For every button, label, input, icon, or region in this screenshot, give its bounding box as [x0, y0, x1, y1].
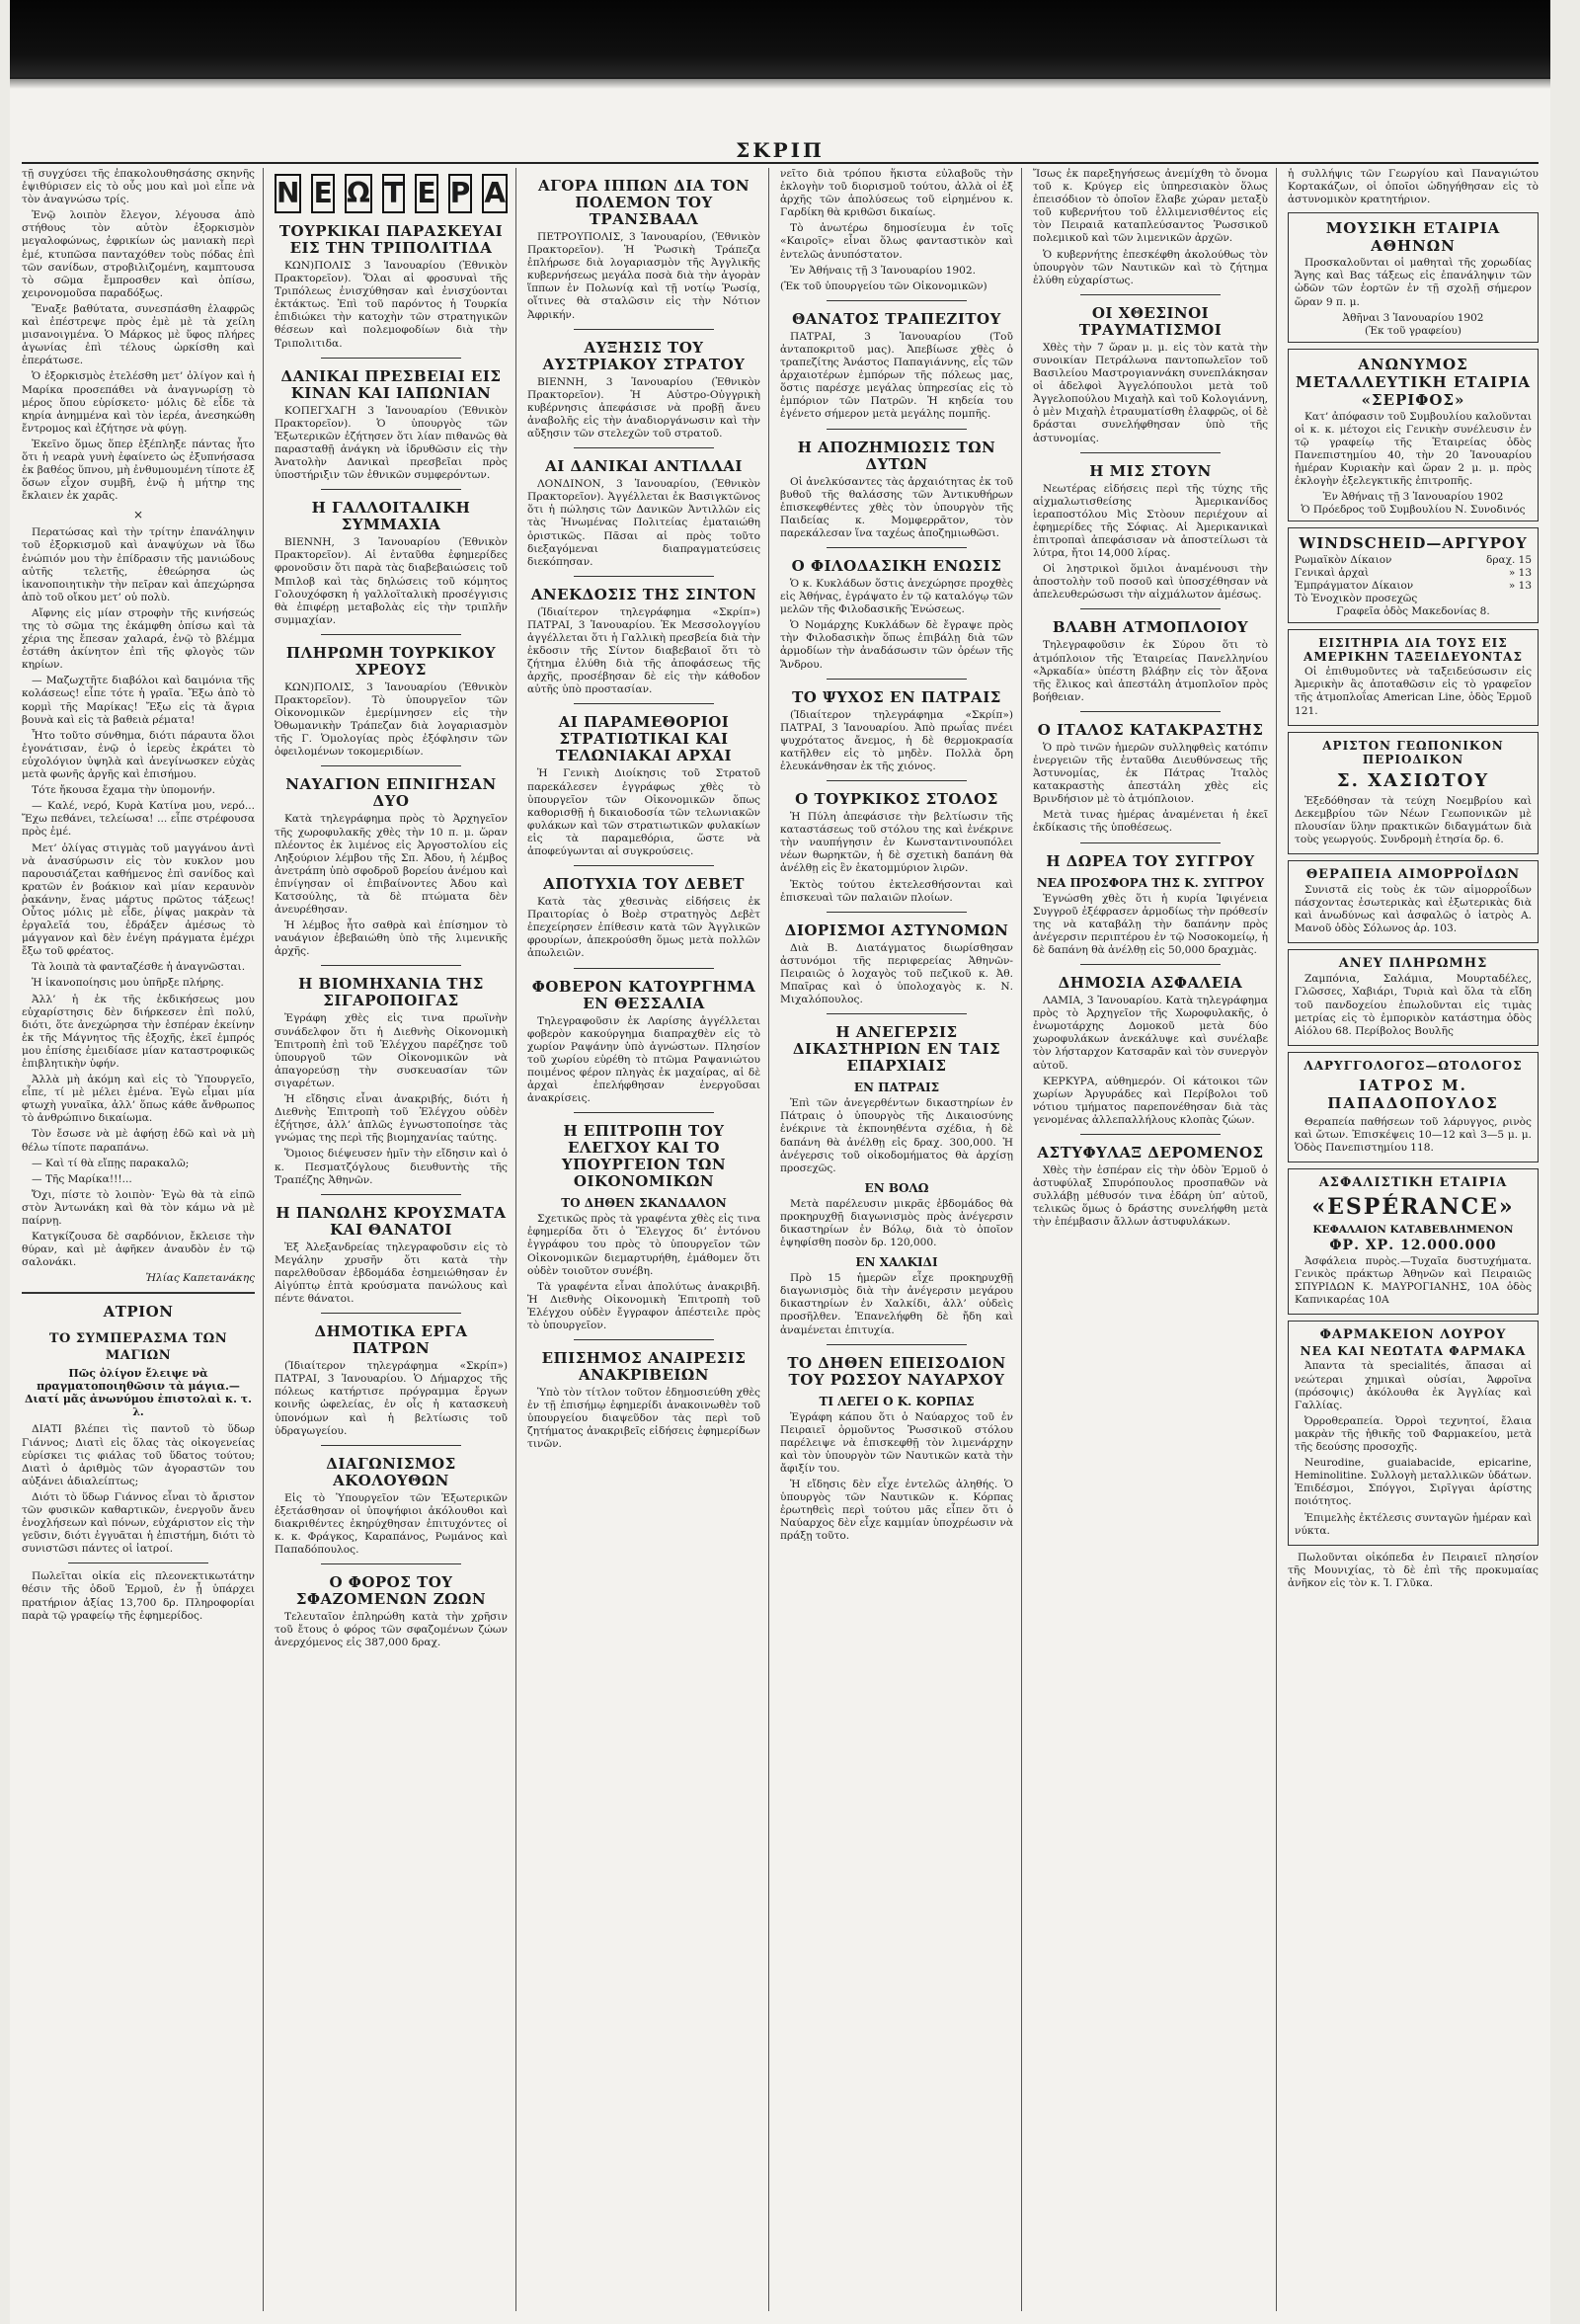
article-paragraph: ΠΑΤΡΑΙ, 3 Ἰανουαρίου (Τοῦ ἀνταποκριτοῦ μας). Ἀπεβίωσε χθὲς ὁ τραπεζίτης Ἀνάστος Παπαγιάννης, εἷς τῶν ἀρχαιοτέρων ἐμπόρων τῆς πόλεως μας, ὅστις παρέσχε μεγάλας ὑπηρεσίας εἰς τὸ ἐμπόριον τῶν Πατρῶν. Ἡ κηδεία του ἐγένετο σήμερον μετὰ μεγάλης πομπῆς.	[780, 330, 1013, 421]
ad-text: Κατ’ ἀπόφασιν τοῦ Συμβουλίου καλοῦνται οἱ κ. κ. μέτοχοι εἰς Γενικὴν συνέλευσιν ἐν τῷ γραφείῳ τῆς Ἑταιρείας ὁδὸς Πανεπιστημίου 40, τὴν 20 Ἰανουαρίου ἡμέραν Κυριακὴν καὶ ὥραν 2 μ. μ. πρὸς ἐκλογὴν ἐξελεγκτικῆς ἐπιτροπῆς.	[1295, 410, 1532, 488]
article-subheading: ΕΝ ΧΑΛΚΙΔΙ	[855, 1255, 938, 1270]
ad-title: ΑΡΙΣΤΟΝ ΓΕΩΠΟΝΙΚΟΝ ΠΕΡΙΟΔΙΚΟΝ	[1322, 738, 1504, 766]
ad-text: Οἱ ἐπιθυμοῦντες νὰ ταξειδεύσωσιν εἰς Ἀμερικὴν ἂς ἀποταθῶσιν εἰς τὸ γραφεῖον τῆς ἀτμοπλοΐας American Line, ὁδὸς Ἑρμοῦ 121.	[1295, 666, 1532, 717]
divider	[574, 865, 714, 866]
ad-text: Ἐπιμελὴς ἐκτέλεσις συνταγῶν ἡμέραν καὶ νύκτα.	[1295, 1511, 1532, 1537]
divider	[1080, 842, 1222, 843]
article-title: Η ΠΑΝΩΛΗΣ ΚΡΟΥΣΜΑΤΑ ΚΑΙ ΘΑΝΑΤΟΙ	[276, 1203, 507, 1239]
article-paragraph: Ἐγράφη χθὲς εἰς τινα πρωϊνὴν συνάδελφον ὅτι ἡ Διεθνὴς Οἰκονομικὴ Ἐπιτροπὴ ἐπὶ τοῦ Ἐλέγχου παρέζησε τοῦ ὑπουργοῦ τῶν Οἰκονομικῶν νὰ ἀπαγορεύσῃ τὴν συσκευασίαν τῶν σιγαρέτων.	[275, 1012, 508, 1089]
article-paragraph: Διὰ Β. Διατάγματος διωρίσθησαν ἀστυνόμοι τῆς περιφερείας Ἀθηνῶν-Πειραιῶς ὁ λοχαγὸς τοῦ πεζικοῦ κ. Ἀθ. Μπαῖρας καὶ ὁ ὑπολοχαγὸς κ. Ν. Μιχαλόπουλος.	[780, 941, 1013, 1006]
banner-letter: Ρ	[448, 174, 473, 213]
article-paragraph: Ἡ Γενικὴ Διοίκησις τοῦ Στρατοῦ παρεκάλεσεν ἐγγράφως χθὲς τὸ ὑπουργεῖον τῶν Οἰκονομικῶν ὅπως καθορισθῇ ἡ δικαιοδοσία τῶν τελωνιακῶν φυλάκων καὶ τῶν στρατιωτικῶν φυλακίων εἰς τὰ παραμεθόρια, ὥστε νὰ ἀποφεύγωνται αἱ συγκρούσεις.	[527, 767, 760, 857]
classified-ad: Πωλοῦνται οἰκόπεδα ἐν Πειραιεῖ πλησίον τῆς Μουνιχίας, τὸ δὲ ἐπὶ τῆς προκυμαίας ἀνῆκον εἰς τὸν κ. Ἰ. Γλῦκα.	[1288, 1551, 1539, 1589]
ad-ent-doctor	[1288, 1052, 1539, 1162]
ad-serifos-company	[1288, 349, 1539, 522]
divider	[321, 489, 461, 490]
ad-title: ΑΝΩΝΥΜΟΣ ΜΕΤΑΛΛΕΥΤΙΚΗ ΕΤΑΙΡΙΑ «ΣΕΡΙΦΟΣ»	[1295, 355, 1532, 409]
article-paragraph: — Καὶ τί θὰ εἴπῃς παρακαλῶ;	[32, 1157, 190, 1169]
column-rule	[263, 168, 264, 2311]
divider	[574, 329, 714, 330]
article-paragraph: Μετὰ παρέλευσιν μικρᾶς ἑβδομάδος θὰ προκηρυχθῇ διαγωνισμὸς πρὸς ἀνέγερσιν δικαστηρίων ἐν Βόλῳ, διὰ τὸ ὁποῖον ἐψηφίσθη ποσὸν δρ. 120,000.	[780, 1197, 1013, 1249]
article-title: ΔΗΜΟΣΙΑ ΑΣΦΑΛΕΙΑ	[1058, 974, 1243, 993]
ad-name: ΙΑΤΡΟΣ Μ. ΠΑΠΑΔΟΠΟΥΛΟΣ	[1327, 1076, 1499, 1112]
article-title: ΑΝΕΚΔΟΣΙΣ ΤΗΣ ΣΙΝΤΟΝ	[530, 585, 757, 603]
article-paragraph: Ἐγνώσθη χθὲς ὅτι ἡ κυρία Ἰφιγένεια Συγγροῦ ἐξέφρασεν ἀρμοδίως τὴν πρόθεσίν της νὰ καταβάλῃ τὴν δαπάνην πρὸς ἀνέγερσιν περιπτέρου ἐν τῷ Νοσοκομείῳ, ἡ δὲ δαπάνη θὰ ἀνέλθῃ εἰς 50,000 δραχμὰς.	[1033, 892, 1268, 956]
ad-text: Ζαμπόνια, Σαλάμια, Μουρταδέλες, Γλῶσσες, Χαβιάρι, Τυριὰ καὶ ὅλα τὰ εἴδη τοῦ πανδοχείου ἐπωλοῦνται εἰς τιμὰς μετρίας εἰς τὸ ἐμπορικὸν κατάστημα ὁδὸς Αἰόλου 68. Περίβολος Βουλῆς	[1295, 973, 1532, 1037]
price-value: δραχ. 15	[1486, 554, 1532, 567]
article-title: ΤΟΥΡΚΙΚΑΙ ΠΑΡΑΣΚΕΥΑΙ ΕΙΣ ΤΗΝ ΤΡΙΠΟΛΙΤΙΔΑ	[278, 222, 504, 257]
divider	[1080, 608, 1222, 609]
divider	[827, 912, 967, 913]
banner-letter: Ν	[275, 174, 301, 213]
article-paragraph: τῇ συγχύσει τῆς ἐπακολουθησάσης σκηνῆς ἐψιθύρισεν εἰς τὸ οὖς μου καὶ μοὶ εἶπε νὰ τὸν ἀναγνώσω τρίς.	[22, 168, 255, 206]
article-paragraph: Ἀλλ’ ἡ ἐκ τῆς ἐκδικήσεως μου εὐχαρίστησις δὲν διήρκεσεν ἐπὶ πολύ, διότι, ὅτε ἀνεχώρησα τὴν ἑσπέραν ἐκείνην ἐκ τῆς Μάγνητος τῆς ἐξοχῆς, ἐκεῖ ἐμπρός μου ἐπίσης ἐμειδίασε μίαν καταστροφικῶς ἐπιβλητικὴν ὑφήν.	[22, 993, 255, 1070]
article-paragraph: Νεωτέρας εἰδήσεις περὶ τῆς τύχης τῆς αἰχμαλωτισθείσης Ἀμερικανίδος ἱεραποστόλου Μὶς Στὸουν περιέχουν αἱ ἐφημερίδες τῆς Σόφιας. Αἱ Ἀμερικανικαὶ ἐπιτροπαὶ ἀπεφάσισαν νὰ ἀποστείλωσι τὰ λύτρα, ἤτοι 14,000 λίρας.	[1033, 482, 1268, 560]
article-paragraph: (Ἰδιαίτερον τηλεγράφημα «Σκρίπ») ΠΑΤΡΑΙ, 3 Ἰανουαρίου. Ὁ Δήμαρχος τῆς πόλεως κατήρτισε πρόγραμμα ἔργων κοινῆς ὠφελείας, ἐν οἷς ἡ κατασκευὴ ὑπονόμων καὶ ἡ βελτίωσις τοῦ ὑδραγωγείου.	[275, 1360, 508, 1437]
column-2	[269, 168, 514, 2316]
article-dateline: Ἐν Ἀθήναις τῇ 3 Ἰανουαρίου 1902.	[790, 264, 976, 277]
article-title: Ο ΦΙΛΟΔΑΣΙΚΗ ΕΝΩΣΙΣ	[791, 556, 1002, 575]
ad-subtitle: ΚΕΦΑΛΑΙΟΝ ΚΑΤΑΒΕΒΛΗΜΕΝΟΝ	[1312, 1224, 1514, 1237]
divider	[1080, 711, 1222, 712]
ad-text: Θεραπεία παθήσεων τοῦ λάρυγγος, ρινὸς καὶ ὤτων. Ἐπισκέψεις 10—12 καὶ 3—5 μ. μ. Ὁδὸς Πανεπιστημίου 118.	[1295, 1115, 1532, 1154]
price-row	[1295, 567, 1532, 579]
article-paragraph: Οἱ ληστρικοὶ ὅμιλοι ἀναμένουσι τὴν ἀποστολὴν τοῦ ποσοῦ καὶ ὑποσχέθησαν νὰ ἀπελευθερώσωσι τὴν αἰχμάλωτον ἀμέσως.	[1033, 563, 1268, 601]
article-paragraph: Ἡ εἴδησις εἶναι ἀνακριβής, διότι ἡ Διεθνὴς Ἐπιτροπὴ τοῦ Ἐλέγχου οὐδὲν ἐζήτησε, ἀλλ’ ἀπλῶς ἐγνωστοποίησε τὰς γνώμας της περὶ τῆς βιομηχανίας ταύτης.	[275, 1093, 508, 1145]
divider	[574, 968, 714, 969]
price-label: Τὸ Ἐνοχικὸν προσεχῶς	[1295, 593, 1418, 605]
article-paragraph: Ἡ ἱκανοποίησις μου ὑπῆρξε πλήρης.	[32, 977, 224, 990]
section-heading: ΑΤΡΙΟΝ	[103, 1303, 174, 1322]
ad-free-of-charge	[1288, 949, 1539, 1045]
article-title: ΑΙ ΔΑΝΙΚΑΙ ΑΝΤΙΛΛΑΙ	[545, 457, 743, 476]
column-rule	[1021, 168, 1022, 2311]
article-paragraph: (Ἰδιαίτερον τηλεγράφημα «Σκρίπ») ΠΑΤΡΑΙ, 3 Ἰανουαρίου. Ἐκ Μεσσολογγίου ἀγγέλλεται ὅτι ἡ Γαλλικὴ πρεσβεία διὰ τὴν ἐκδοσιν τῆς Σίντον διαβεβαιοῖ ὅτι τὸ ζήτημα ἐλύθη διὰ τῆς ἀποφάσεως τῆς ἀρχῆς, προσέβησαν δὲ εἰς τὴν κάθοδον αὐτῆς ὑπὸ προστασίαν.	[527, 605, 760, 696]
price-row	[1295, 554, 1532, 566]
article-paragraph: Ὁ κ. Κυκλάδων ὅστις ἀνεχώρησε προχθὲς εἰς Ἀθήνας, ἐγράψατο ἐν τῷ καταλόγῳ τῶν μελῶν τῆς Φιλοδασικῆς Ἑνώσεως.	[780, 577, 1013, 616]
divider	[574, 576, 714, 577]
article-title: ΦΟΒΕΡΟΝ ΚΑΤΟΥΡΓΗΜΑ ΕΝ ΘΕΣΣΑΛΙΑ	[531, 977, 756, 1012]
article-title: ΤΟ ΣΥΜΠΕΡΑΣΜΑ ΤΩΝ ΜΑΓΙΩΝ	[48, 1331, 228, 1364]
article-title: ΟΙ ΧΘΕΣΙΝΟΙ ΤΡΑΥΜΑΤΙΣΜΟΙ	[1078, 303, 1223, 339]
divider	[827, 679, 967, 680]
article-paragraph: Μετ’ ὀλίγας στιγμὰς τοῦ μαγγάνου ἀντὶ νὰ ἀνασύρωσιν εἰς τὸν κυκλον μου παρουσιάζεται καθήμενος ἐπὶ σανίδος καὶ κρατῶν ἐν βοάκιον καὶ μίαν κεραυνὸν ῥακάνην, ἔνας μάρτυς πρῶτος τάξεως! Οὗτος μόλις μὲ εἶδε, ῥίψας μακρὰν τὰ ἐργαλεῖά του, ἐδράξεν ἀμέσως τὸ μάγγανον καὶ δὲν ἐνέγη πράγματα ἐμέχρι ἔξω τοῦ φρέατος.	[22, 841, 255, 958]
article-title: ΔΗΜΟΤΙΚΑ ΕΡΓΑ ΠΑΤΡΩΝ	[314, 1322, 468, 1358]
masthead-rule	[22, 162, 1539, 164]
column-rule	[515, 168, 516, 2311]
price-value: » 13	[1508, 567, 1532, 580]
column-rule	[768, 168, 769, 2311]
ad-title: ΑΝΕΥ ΠΛΗΡΩΜΗΣ	[1338, 956, 1488, 972]
classified-ad: Πωλεῖται οἰκία εἰς πλεονεκτικωτάτην θέσιν τῆς ὁδοῦ Ἑρμοῦ, ἐν ᾗ ὑπάρχει πρατήριον ἀξίας 13,700 δρ. Πληροφορίαι παρὰ τῷ γραφείῳ τῆς ἐφημερίδος.	[22, 1570, 255, 1622]
price-label: Γενικαὶ ἀρχαὶ	[1295, 567, 1370, 580]
ad-pharmacy	[1288, 1321, 1539, 1545]
divider	[574, 1112, 714, 1113]
divider	[827, 547, 967, 548]
ad-hemorrhoid-therapy	[1288, 860, 1539, 943]
article-paragraph: Ὅμοιος διέψευσεν ἡμῖν τὴν εἴδησιν καὶ ὁ κ. Πεσματζόγλους διευθυντὴς τῆς Τραπέζης Ἀθηνῶν.	[275, 1148, 508, 1186]
article-title: ΑΣΤΥΦΥΛΑΞ ΔΕΡΟΜΕΝΟΣ	[1037, 1143, 1264, 1162]
column-rule	[1276, 168, 1277, 2311]
article-paragraph: ΚΟΠΕΓΧΑΓΗ 3 Ἰανουαρίου (Ἐθνικὸν Πρακτορεῖον). Ὁ ὑπουργὸς τῶν Ἐξωτερικῶν ἐζήτησεν ὅτι λίαν πιθανῶς θὰ παρασταθῇ ἀνάγκη νὰ ἱδρυθῶσιν εἰς τὴν Ἀνατολὴν Δανικαὶ πρεσβεῖαι πρὸς ὑποστήριξιν τῶν ἐθνικῶν συμφερόντων.	[275, 404, 508, 482]
article-title: ΘΑΝΑΤΟΣ ΤΡΑΠΕΖΙΤΟΥ	[792, 309, 1001, 328]
article-paragraph: Τὸν ἔσωσε νὰ μὲ ἀφήσῃ ἐδῶ καὶ νὰ μὴ θέλω τίποτε παραπάνω.	[22, 1128, 255, 1154]
article-paragraph: Ἐγράφη κάπου ὅτι ὁ Ναύαρχος τοῦ ἐν Πειραιεῖ ὁρμοῦντος Ῥωσσικοῦ στόλου παρέλειψε νὰ ἐπισκεφθῇ τὸν λιμενάρχην καὶ τὸν ὑπουργὸν τῶν Ναυτικῶν κατὰ τὴν ἄφιξίν του.	[780, 1410, 1013, 1475]
article-paragraph: Χθὲς τὴν ἑσπέραν εἰς τὴν ὁδὸν Ἑρμοῦ ὁ ἀστυφύλαξ Σπυρόπουλος προσπαθῶν νὰ συλλάβῃ μέθυσόν τινα ἐδάρη ὑπ’ αὐτοῦ, τελικῶς ὅμως ὁ δράστης συνελήφθη μετὰ τὴν ἐπέμβασιν ἄλλων ἀστυφυλάκων.	[1033, 1163, 1268, 1229]
article-title: Ο ΤΟΥΡΚΙΚΟΣ ΣΤΟΛΟΣ	[795, 790, 998, 809]
price-label: Ρωμαϊκὸν Δίκαιον	[1295, 554, 1392, 567]
ad-windscheid-books	[1288, 527, 1539, 623]
article-paragraph: Ἐξ Ἀλεξανδρείας τηλεγραφοῦσιν εἰς τὸ Μεγάλην χρυσῆν ὅτι κατὰ τὴν παρελθοῦσαν ἑβδομάδα ἐσημειώθησαν ἐν Αἰγύπτῳ ἑπτὰ κρούσματα πανώλους καὶ πέντε θάνατοι.	[275, 1241, 508, 1306]
article-title: ΑΙ ΠΑΡΑΜΕΘΟΡΙΟΙ ΣΤΡΑΤΙΩΤΙΚΑΙ ΚΑΙ ΤΕΛΩΝΙΑΚΑΙ ΑΡΧΑΙ	[555, 713, 733, 765]
article-title: ΠΛΗΡΩΜΗ ΤΟΥΡΚΙΚΟΥ ΧΡΕΟΥΣ	[285, 643, 497, 679]
article-paragraph: ΒΙΕΝΝΗ, 3 Ἰανουαρίου (Ἐθνικὸν Πρακτορεῖον). Αἱ ἐνταῦθα ἐφημερίδες φρονοῦσιν ὅτι παρὰ τὰς διαβεβαιώσεις τοῦ Μπιλοβ καὶ τὰς δηλώσεις τοῦ κόμητος Γολουχόφσκη ἡ γαλλοϊταλικὴ προσέγγισις θὰ ἐπιφέρῃ μεταβολὰς εἰς τὴν τριπλῆν συμμαχίαν.	[275, 536, 508, 626]
section-mark: ×	[132, 508, 144, 522]
article-title: ΔΑΝΙΚΑΙ ΠΡΕΣΒΕΙΑΙ ΕΙΣ ΚΙΝΑΝ ΚΑΙ ΙΑΠΩΝΙΑΝ	[280, 366, 502, 402]
article-subheading: ΝΕΑ ΠΡΟΣΦΟΡΑ ΤΗΣ Κ. ΣΥΓΓΡΟΥ	[1036, 875, 1265, 890]
divider	[321, 1445, 461, 1446]
divider	[1080, 452, 1222, 453]
article-paragraph: Τὰ λοιπὰ τὰ φανταζέσθε ἡ ἀναγνῶσται.	[32, 961, 246, 974]
column-6-ads	[1282, 168, 1544, 2316]
divider	[827, 1013, 967, 1014]
divider	[1080, 964, 1222, 965]
article-title: ΑΥΞΗΣΙΣ ΤΟΥ ΑΥΣΤΡΙΑΚΟΥ ΣΤΡΑΤΟΥ	[542, 338, 746, 373]
divider	[321, 1313, 461, 1314]
article-subheading: ΕΝ ΒΟΛΩ	[864, 1180, 929, 1195]
divider	[321, 1563, 461, 1564]
divider	[1080, 294, 1222, 295]
price-row	[1295, 593, 1532, 604]
ad-sign: (Ἐκ τοῦ γραφείου)	[1364, 324, 1462, 337]
article-title: ΑΠΟΤΥΧΙΑ ΤΟΥ ΔΕΒΕΤ	[543, 875, 745, 894]
newspaper-page	[10, 0, 1550, 2324]
masthead-title: ΣΚΡΙΠ	[736, 138, 825, 162]
article-title: Ο ΙΤΑΛΟΣ ΚΑΤΑΚΡΑΣΤΗΣ	[1037, 720, 1264, 739]
article-title: ΔΙΑΓΩΝΙΣΜΟΣ ΑΚΟΛΟΥΘΩΝ	[326, 1454, 456, 1489]
article-paragraph: ΛΑΜΙΑ, 3 Ἰανουαρίου. Κατὰ τηλεγράφημα πρὸς τὸ Ἀρχηγεῖον τῆς Χωροφυλακῆς, ὁ ἐνωμοτάρχης Δομοκοῦ μετὰ δύο χωροφυλάκων ἀνεκάλυψε καὶ συνέλαβε τὸν λήσταρχον Κατσαρᾶν καὶ τὸν συνεργὸν αὐτοῦ.	[1033, 995, 1268, 1072]
article-paragraph: ΒΙΕΝΝΗ, 3 Ἰανουαρίου (Ἐθνικὸν Πρακτορεῖον). Ἡ Αὐστρο-Οὐγγρικὴ κυβέρνησις ἀπεφάσισε νὰ προβῇ ἄνευ ἀναβολῆς εἰς τὴν ἀναδιοργάνωσιν καὶ τὴν αὔξησιν τῶν στελεχῶν τοῦ στρατοῦ.	[527, 375, 760, 441]
ad-title: ΛΑΡΥΓΓΟΛΟΓΟΣ—ΩΤΟΛΟΓΟΣ	[1304, 1058, 1523, 1073]
article-paragraph: Ἡ λέμβος ἦτο σαθρὰ καὶ ἐπίσημον τὸ ναυάγιον ἐβεβαιώθη ὑπὸ τῆς λιμενικῆς ἀρχῆς.	[275, 920, 508, 958]
divider	[321, 765, 461, 766]
article-title: ΝΑΥΑΓΙΟΝ ΕΠΝΙΓΗΣΑΝ ΔΥΟ	[285, 775, 497, 811]
article-paragraph: ΚΕΡΚΥΡΑ, αὐθημερόν. Οἱ κάτοικοι τῶν χωρίων Ἀργυράδες καὶ Περίβολοι τοῦ νότιου τμήματος παρεπονέθησαν διὰ τὰς γενομένας ἀλλεπαλλήλους κλοπὰς ζώων.	[1033, 1075, 1268, 1126]
column-3	[521, 168, 766, 2316]
ad-text: Ὀρροθεραπεία. Ὀρροὶ τεχνητοί, ἔλαια μακρὰν τῆς ἡθικῆς τοῦ Φαρμακείου, μετὰ τῆς δεούσης προσοχῆς.	[1295, 1414, 1532, 1454]
divider	[321, 358, 461, 359]
section-divider	[22, 1292, 255, 1294]
article-source: (Ἐκ τοῦ ὑπουργείου τῶν Οἰκονομικῶν)	[780, 280, 988, 292]
ad-esperance-insurance	[1288, 1168, 1539, 1315]
article-title: Η ΒΙΟΜΗΧΑΝΙΑ ΤΗΣ ΣΙΓΑΡΟΠΟΙΓΑΣ	[298, 975, 484, 1010]
banner-letter: Ε	[415, 174, 438, 213]
article-paragraph: Μετὰ τινας ἡμέρας ἀναμένεται ἡ ἐκεῖ ἐκδίκασις τῆς ὑποθέσεως.	[1033, 809, 1268, 835]
ad-amount: ΦΡ. ΧΡ. 12.000.000	[1329, 1238, 1497, 1254]
article-paragraph: Ἐπὶ τῶν ἀνεγερθέντων δικαστηρίων ἐν Πάτραις ὁ ὑπουργὸς τῆς Δικαιοσύνης ἐνέκρινε τὰ ἐκπονηθέντα σχέδια, ἡ δὲ δαπάνη θὰ ἀνέλθῃ εἰς δραχ. 300,000. Ἡ ἀνέγερσις τοῦ οἰκοδομήματος θὰ ἀρχίσῃ προσεχῶς.	[780, 1097, 1013, 1174]
article-subheading: ΕΝ ΠΑΤΡΑΙΣ	[853, 1081, 940, 1095]
article-paragraph: Εἰς τὸ Ὑπουργεῖον τῶν Ἐξωτερικῶν ἐξετάσθησαν οἱ ὑποψήφιοι ἀκόλουθοι καὶ διακριθέντες ἐκηρύχθησαν ἐπιτυχόντες οἱ κ. κ. Φράγκος, Καραπάνος, Ρωμάνος καὶ Παπαδόπουλος.	[275, 1491, 508, 1557]
section-banner-neotera	[275, 174, 508, 213]
ad-name: «ESPÉRANCE»	[1311, 1194, 1515, 1221]
article-paragraph: Ἦτο τοῦτο σύνθημα, διότι πάραυτα ὅλοι ἐγονάτισαν, ἐνῷ ὁ ἱερεὺς ἐκράτει τὸ εὐχολόγιον ὑψηλὰ καὶ ἀνεγίνωσκεν εὐχὰς μετὰ φωνῆς ἀργῆς καὶ ἐπισήμου.	[22, 729, 255, 781]
article-paragraph: νεῖτο διὰ τρόπου ἥκιστα εὐλαβοῦς τὴν ἐκλογὴν τοῦ διορισμοῦ τούτου, ἀλλὰ οἱ ἐξ ἀρχῆς τῶν ἀπολύσεως τοῦ εἰρημένου κ. Γαρδίκη θὰ κριθῶσι δικαίως.	[780, 168, 1013, 219]
article-paragraph: Τηλεγραφοῦσιν ἐκ Σύρου ὅτι τὸ ἀτμόπλοιον τῆς Ἑταιρείας Πανελληνίου «Ἀρκαδία» ὑπέστη βλάβην εἰς τὸν ἄξονα τῆς ἕλικος καὶ ἀπεστάλη ἀτμοπλοῖον πρὸς βοήθειαν.	[1033, 639, 1268, 703]
article-title: Ο ΦΟΡΟΣ ΤΟΥ ΣΦΑΖΟΜΕΝΩΝ ΖΩΩΝ	[295, 1573, 487, 1609]
ad-text: Προσκαλοῦνται οἱ μαθηταὶ τῆς χορωδίας Ἄγης καὶ Βας τάξεως εἰς ἐπανάληψιν τῶν ὠδῶν τῶν ἐορτῶν ἐν τῇ σχολῇ σήμερον ὥραν 9 π. μ.	[1295, 257, 1532, 308]
article-paragraph: — Τῆς Μαρίκα!!!...	[32, 1172, 132, 1185]
article-paragraph: Ἐνῷ λοιπὸν ἔλεγον, λέγουσα ἀπὸ στήθους τὸν αὐτὸν ἐξορκισμὸν μεγαλοφώνως, ἐφρικίων ὡς μανιακὴ περὶ ἐμέ, κτυπῶσα πανταχόθεν τοὺς πόδας ἐπὶ τῶν σανίδων, στροβιλιζομένη, καμπτουσα τὸ σῶμα ἔμπροσθεν καὶ ὀπίσω, χειρονομοῦσα παραδόξως.	[22, 209, 255, 299]
article-title: ΒΛΑΒΗ ΑΤΜΟΠΛΟΙΟΥ	[1052, 618, 1249, 637]
article-paragraph: Κατὰ τηλεγράφημα πρὸς τὸ Ἀρχηγεῖον τῆς χωροφυλακῆς χθὲς τὴν 10 π. μ. ὥραν πλέοντος ἐκ λιμένος εἰς Ἀργοστολίου εἰς Ληξούριον λέμβου τῆς Σπ. Ἀδου, ἡ λέμβος ἀνετράπη ὑπὸ σφοδροῦ βορείου ἀνέμου καὶ ἐπνίγησαν οἱ ἐπιβαίνοντες Ἀδου καὶ Κατσούλης, τὰ δὲ πτώματα δὲν ἀνευρέθησαν.	[275, 813, 508, 917]
article-paragraph: ΚΩΝ)ΠΟΛΙΣ 3 Ἰανουαρίου (Ἐθνικὸν Πρακτορεῖον). Ὅλαι αἱ φροσυναὶ τῆς Τριπόλεως ἐνισχύθησαν καὶ ἐνισχύονται ἐκτάκτως. Ἐπὶ τοῦ παρόντος ἡ Τουρκία ἐπιδιώκει τὴν κατοχὴν τῶν στρατηγικῶν θέσεων καὶ πολεμοφοδίων διὰ τὴν Τριπολιτιδα.	[275, 260, 508, 350]
article-title: Η ΜΙΣ ΣΤΟΥΝ	[1089, 461, 1212, 480]
article-paragraph: ΛΟΝΔΙΝΟΝ, 3 Ἰανουαρίου, (Ἐθνικὸν Πρακτορεῖον). Ἀγγέλλεται ἐκ Βασιγκτῶνος ὅτι ἡ πώλησις τῶν Δανικῶν Ἀντιλλῶν εἰς τὰς Ἡνωμένας Πολιτείας ἐματαιώθη ὁριστικῶς. Πᾶσαι αἱ πρὸς τοῦτο διεξαγόμεναι διαπραγματεύσεις διεκόπησαν.	[527, 478, 760, 568]
ad-agricultural-periodical	[1288, 732, 1539, 854]
article-paragraph: — Μαζωχτῆτε διαβόλοι καὶ δαιμόνια τῆς κολάσεως! εἶπε τότε ἡ γραῖα. Ἔξω ἀπὸ τὸ κορμὶ τῆς Μαρίκας! Ἔξω εἰς τὰ ἄγρια βουνὰ καὶ εἰς τὰ βαθειὰ ρέματα!	[22, 675, 255, 726]
article-subheading: ΤΟ ΔΗΘΕΝ ΣΚΑΝΔΑΛΟΝ	[561, 1196, 727, 1211]
article-paragraph: Ἡ Πύλη ἀπεφάσισε τὴν βελτίωσιν τῆς καταστάσεως τοῦ στόλου της καὶ ἐνέκρινε τὴν ναυπήγησιν ἐν Κωνσταντινουπόλει νέων θωρηκτῶν, ἡ δὲ σχετικὴ δαπάνη θὰ ἀνέλθῃ εἰς ἓν ἑκατομμύριον λιρῶν.	[780, 811, 1013, 875]
article-paragraph: Ἀλλὰ μὴ ἀκόμη καὶ εἰς τὸ Ὑπουργεῖο, εἶπε, τί μὲ μέλει ἐμένα. Ἐγὼ εἶμαι μία φτωχὴ γυναῖκα, ἀλλ’ ὅπως κάθε ἄνθρωπος τὸ ἀνθρώπινο δικαίωμα.	[22, 1074, 255, 1125]
divider	[827, 780, 967, 781]
article-paragraph: Ἴσως ἐκ παρεξηγήσεως ἀνεμίχθη τὸ ὄνομα τοῦ κ. Κρύγερ εἰς ὑπηρεσιακὸν ὅλως ἐπεισόδιον τὸ ὁποῖον ἔλαβε χώραν μεταξὺ τοῦ κυβερνήτου τοῦ ἐλλιμενισθέντος εἰς τὸν Πειραιᾶ καταπλεύσαντος Ῥωσσικοῦ πολεμικοῦ καὶ τῶν λιμενικῶν ἀρχῶν.	[1033, 168, 1268, 245]
article-paragraph: Οἱ ἀνελκύσαντες τὰς ἀρχαιότητας ἐκ τοῦ βυθοῦ τῆς θαλάσσης τῶν Ἀντικυθήρων ἐπισκεφθέντες χθὲς τὸν ὑπουργὸν τῆς Παιδείας κ. Μομφερρᾶτον, τὸν παρεκάλεσαν ἵνα ταχέως ἀποζημιωθῶσι.	[780, 475, 1013, 539]
article-paragraph: Κατὰ τὰς χθεσινὰς εἰδήσεις ἐκ Πραιτορίας ὁ Βοὲρ στρατηγὸς Δεβὲτ ἐπεχείρησεν ἐπίθεσιν κατὰ τῶν Ἀγγλικῶν φρουρίων, ἀπεκρούσθη ὅμως μετὰ πολλῶν ἀπωλειῶν.	[527, 896, 760, 960]
banner-letter: Ω	[345, 174, 372, 213]
author-signature: Ἠλίας Καπετανάκης	[145, 1272, 255, 1285]
article-paragraph: Ἡ εἴδησις δὲν εἶχε ἐντελῶς ἀληθής. Ὁ ὑπουργὸς τῶν Ναυτικῶν κ. Κόρπας ἐρωτηθεὶς περὶ τούτου μᾶς εἶπεν ὅτι ὁ Ναύαρχος δὲν εἶχε καμμίαν ὑποχρέωσιν νὰ πράξῃ τοῦτο.	[780, 1479, 1013, 1543]
article-paragraph: Ὁ Νομάρχης Κυκλάδων δὲ ἔγραψε πρὸς τὴν Φιλοδασικὴν ὅπως ἐπιβάλῃ διὰ τῶν ἁρμοδίων τὴν ἀναδάσωσιν τῶν ὀρέων τῆς Ἄνδρου.	[780, 619, 1013, 671]
article-paragraph: Ὑπὸ τὸν τίτλον τοῦτον ἐδημοσιεύθη χθὲς ἐν τῇ ἐπισήμῳ ἐφημερίδι ἀνακοινωθὲν τοῦ ὑπουργείου διαψεῦδον τὰς περὶ τοῦ ζητήματος ἀνακριβεῖς εἰδήσεις ἐφημερίδων τινῶν.	[527, 1387, 760, 1451]
article-paragraph: Ὁ κυβερνήτης ἐπεσκέφθη ἀκολούθως τὸν ὑπουργὸν τῶν Ναυτικῶν καὶ τὸ ζήτημα ἐλύθη εὐχαρίστως.	[1033, 248, 1268, 286]
article-paragraph: ΚΩΝ)ΠΟΛΙΣ, 3 Ἰανουαρίου (Ἐθνικὸν Πρακτορεῖον). Τὸ ὑπουργεῖον τῶν Οἰκονομικῶν ἐμερίμνησεν εἰς τὴν Ὀθωμανικὴν Τράπεζαν διὰ λογαριασμὸν τῆς Γ. Ὁμολογίας πρὸς ἐξόφλησιν τῶν ὀφειλομένων τοκομεριδίων.	[275, 681, 508, 759]
article-paragraph: Ὄχι, πίστε τὸ λοιπὸν· Ἐγὼ θὰ τὰ εἰπῶ στὸν Ἀντωνάκη καὶ θὰ τὸν κάμω νὰ μὲ παίρνῃ.	[22, 1188, 255, 1228]
scan-black-border	[10, 0, 1550, 79]
ad-title: ΕΙΣΙΤΗΡΙΑ ΔΙΑ ΤΟΥΣ ΕΙΣ ΑΜΕΡΙΚΗΝ ΤΑΞΕΙΔΕΥΟΝΤΑΣ	[1304, 636, 1523, 665]
divider	[574, 447, 714, 448]
article-paragraph: Διότι τὸ ὕδωρ Γιάννος εἶναι τὸ ἄριστον τῶν φυσικῶν καθαρτικῶν, ἐνεργοῦν ἄνευ ἐνοχλήσεων καὶ πόνων, εὐχάριστον εἰς τὴν γεῦσιν, διότι ἐγγυᾶται ἡ ἐπιστήμη, διότι τὸ συνιστῶσι πάντες οἱ ἰατροί.	[22, 1490, 255, 1556]
banner-letter: Ε	[311, 174, 335, 213]
article-paragraph: Τὸ ἀνωτέρω δημοσίευμα ἐν τοῖς «Καιροῖς» εἶναι ὅλως φανταστικὸν καὶ ἐντελῶς ἀνυπόστατον.	[780, 222, 1013, 261]
article-paragraph: Ὁ ἐξορκισμὸς ἐτελέσθη μετ’ ὀλίγον καὶ ἡ Μαρίκα προσεπάθει νὰ ἀναγνωρίσῃ τὸ μέρος ὅπου εὑρίσκετο· μόλις δὲ εἶδε τὰ κηρία ἀνημμένα καὶ τὸν ἱερέα, ἀνεσηκώθη ἔντρομος καὶ ἐζήτησε νὰ φύγῃ.	[22, 370, 255, 435]
article-paragraph: Ἐκεῖνο ὅμως ὅπερ ἐξέπληξε πάντας ἦτο ὅτι ἡ νεαρὰ γυνὴ ἐφαίνετο ὡς ἐξυπνήσασα ἐκ βαθέος ὕπνου, μὴ ἐνθυμουμένη τίποτε ἐξ ὅσων εἶχον συμβῆ, ἐνῷ ἡ μήτηρ της ἔκλαιεν ἐκ χαρᾶς.	[22, 438, 255, 503]
ad-music-society	[1288, 212, 1539, 342]
banner-letter: Α	[482, 174, 508, 213]
article-subheading: ΤΙ ΛΕΓΕΙ Ο Κ. ΚΟΡΠΑΣ	[819, 1394, 975, 1408]
article-title: ΤΟ ΨΥΧΟΣ ΕΝ ΠΑΤΡΑΙΣ	[792, 687, 1001, 706]
ad-title: WINDSCHEID—ΑΡΓΥΡΟΥ	[1299, 534, 1528, 553]
column-4	[774, 168, 1019, 2316]
price-value: » 13	[1508, 580, 1532, 593]
article-paragraph: Πρὸ 15 ἡμερῶν εἶχε προκηρυχθῇ διαγωνισμὸς διὰ τὴν ἀνέγερσιν μεγάρου δικαστηρίων ἐν Χαλκίδι, ἀλλ’ οὐδεὶς προσῆλθεν. Ἐπανελήφθη δὲ ἤδη καὶ ἀναμένεται ἐπιτυχία.	[780, 1272, 1013, 1336]
article-subtitle: Πῶς ὀλίγον ἔλειψε νὰ πραγματοποιηθῶσιν τὰ μάγια.—Διατί μᾶς ἀνωνύμου ἐπιστολαὶ κ. τ. λ.	[25, 1367, 252, 1419]
article-title: Η ΓΑΛΛΟΙΤΑΛΙΚΗ ΣΥΜΜΑΧΙΑ	[311, 499, 471, 534]
ad-date: Ἀθῆναι 3 Ἰανουαρίου 1902	[1342, 311, 1484, 324]
article-paragraph: Κατγκίζουσα δὲ σαρδόνιον, ἔκλεισε τὴν θύραν, καὶ μὲ ἀφῆκεν ἀναυδὸν ἐν τῷ σαλονάκι.	[22, 1231, 255, 1269]
article-title: Η ΔΩΡΕΑ ΤΟΥ ΣΥΓΓΡΟΥ	[1046, 851, 1255, 870]
ad-date: Ἐν Ἀθήναις τῇ 3 Ἰανουαρίου 1902	[1322, 491, 1504, 504]
ad-footer: Γραφεῖα ὁδὸς Μακεδονίας 8.	[1336, 605, 1490, 618]
column-5	[1027, 168, 1274, 2316]
column-1	[16, 168, 261, 2316]
banner-letter: Τ	[382, 174, 406, 213]
divider	[574, 1339, 714, 1340]
article-paragraph: (Ἰδιαίτερον τηλεγράφημα «Σκρίπ») ΠΑΤΡΑΙ, 3 Ἰανουαρίου. Ἀπὸ πρωΐας πνέει ψυχρότατος ἄνεμος, ἡ δὲ θερμοκρασία κατῆλθεν εἰς τὸ μηδὲν. Πολλὰ ὄρη ἐλευκάνθησαν ἐκ τῆς χιόνος.	[780, 708, 1013, 772]
ad-text: Ἀπαντα τὰ specialités, ἅπασαι αἱ νεώτεραι χημικαὶ οὐσίαι, Ἀφροῖνα (πρόσοψις) ἀκόλουθα ἐκ Ἀγγλίας καὶ Γαλλίας.	[1295, 1360, 1532, 1411]
ad-text: Ἀσφάλεια πυρὸς.—Τυχαῖα δυστυχήματα. Γενικὸς πράκτωρ Ἀθηνῶν καὶ Πειραιῶς ΣΠΥΡΙΔΩΝ Κ. ΜΑΥΡΟΓΙΑΝΗΣ, 10Α ὁδὸς Καπνικαρέας 10Α	[1295, 1255, 1532, 1307]
article-paragraph: Χθὲς τὴν 7 ὥραν μ. μ. εἰς τὸν κατὰ τὴν συνοικίαν Πετράλωνα παντοπωλεῖον τοῦ Βασιλείου Μαστρογιαννάκη συνεπλάκησαν οἱ ἀδελφοὶ Ἀγγελόπουλοι μετὰ τοῦ Ἀγγελοπούλου Μιχαὴλ καὶ τοῦ Κολογιάννη, ὁ μὲν Μιχαὴλ ἐτραυματίσθη ἐλαφρῶς, οἱ δὲ δράσται συνελήφθησαν ὑπὸ τῆς ἀστυνομίας.	[1033, 341, 1268, 444]
article-paragraph: Ἔναξε βαθύτατα, συνεσπάσθη ἐλαφρῶς καὶ ἐπέστρεψε πρὸς ἐμὲ μὲ τὰ χείλη μισανοιγμένα. Ὁ Μάρκος μὲ ὕφος πλήρες ἀγωνίας ἐπὶ τέλους ὡρκίσθη καὶ ἐπεράτωσε.	[22, 302, 255, 367]
ad-title: ΜΟΥΣΙΚΗ ΕΤΑΙΡΙΑ ΑΘΗΝΩΝ	[1325, 219, 1501, 256]
article-paragraph: Τότε ἤκουσα ἔχαμα τὴν ὑπομονήν.	[32, 784, 216, 797]
divider	[321, 634, 461, 635]
article-title: ΑΓΟΡΑ ΙΠΠΩΝ ΔΙΑ ΤΟΝ ΠΟΛΕΜΟΝ ΤΟΥ ΤΡΑΝΣΒΑΑΛ	[537, 177, 750, 228]
article-title: Η ΕΠΙΤΡΟΠΗ ΤΟΥ ΕΛΕΓΧΟΥ ΚΑΙ ΤΟ ΥΠΟΥΡΓΕΙΟΝ ΤΩΝ ΟΙΚΟΝΟΜΙΚΩΝ	[561, 1122, 727, 1191]
ad-text: Συνιστᾶ εἰς τοὺς ἐκ τῶν αἱμορροΐδων πάσχοντας ἐσωτερικὰς καὶ ἐξωτερικὰς διὰ καὶ ἀνωδύνως καὶ ἀσφαλῶς ὁ ἰατρὸς Α. Μανοῦ ὁδὸς Σόλωνος ἀρ. 103.	[1295, 883, 1532, 935]
price-row	[1295, 580, 1532, 592]
article-paragraph: Ὁ πρὸ τινῶν ἡμερῶν συλληφθεὶς κατόπιν ἐνεργειῶν τῆς ἐνταῦθα Διευθύνσεως τῆς Ἀστυνομίας, ἐκ Πάτρας Ἰταλὸς κατακραστὴς ἀπεστάλη χθὲς εἰς Βρινδήσιον μὲ τὸ ἀτμόπλοιον.	[1033, 741, 1268, 806]
article-title: ΤΟ ΔΗΘΕΝ ΕΠΕΙΣΟΔΙΟΝ ΤΟΥ ΡΩΣΣΟΥ ΝΑΥΑΡΧΟΥ	[787, 1353, 1006, 1389]
divider	[321, 965, 461, 966]
ad-title: ΑΣΦΑΛΙΣΤΙΚΗ ΕΤΑΙΡΙΑ	[1318, 1175, 1508, 1191]
article-paragraph: Τελευταῖον ἐπληρώθη κατὰ τὴν χρῆσιν τοῦ ἔτους ὁ φόρος τῶν σφαζομένων ζώων ἀνερχόμενος εἰς 387,000 δραχ.	[275, 1611, 508, 1649]
article-paragraph: Τὰ γραφέντα εἶναι ἀπολύτως ἀνακριβῆ. Ἡ Διεθνὴς Οἰκονομικὴ Ἐπιτροπὴ τοῦ Ἐλέγχου οὐδὲν ἔγγραφον ἀπέστειλε πρὸς τὸ ὑπουργεῖον.	[527, 1280, 760, 1331]
divider	[321, 1194, 461, 1195]
article-paragraph: Περατώσας καὶ τὴν τρίτην ἐπανάληψιν τοῦ ἐξορκισμοῦ καὶ ἀναψύχων νὰ ἴδω ἐνώπιόν μου τὴν ἐπίδρασιν τῆς μανιώδους αὐτῆς τελετῆς, ἐθεώρησα ὡς ἱκανοποιητικὴν τὴν πεῖραν καὶ ἀπεχώρησα ἀπὸ τοῦ οἴκου μετ’ οὐ πολὺ.	[22, 526, 255, 603]
article-paragraph: ΠΕΤΡΟΥΠΟΛΙΣ, 3 Ἰανουαρίου, (Ἐθνικὸν Πρακτορεῖον). Ἡ Ῥωσικὴ Τράπεζα ἐπλήρωσε διὰ λογαριασμὸν τῆς Ἀγγλικῆς κυβερνήσεως μεγάλα ποσὰ διὰ τὴν ἀγορὰν ἵππων ἐν Πολωνίᾳ καὶ τῇ νοτίῳ Ῥωσίᾳ, οἵτινες θὰ σταλῶσιν εἰς τὴν Νότιον Ἀφρικήν.	[527, 231, 760, 321]
price-label: Ἐμπράγματον Δίκαιον	[1295, 580, 1414, 593]
ad-title: ΦΑΡΜΑΚΕΙΟΝ ΛΟΥΡΟΥ	[1319, 1327, 1507, 1343]
article-paragraph: ἡ συλλήψις τῶν Γεωργίου καὶ Παναγιώτου Κορτακάζων, οἱ ὁποῖοι ὡδηγήθησαν εἰς τὸ ἀστυνομικὸν κρατητήριον.	[1288, 168, 1539, 206]
divider	[827, 1344, 967, 1345]
ad-title: ΘΕΡΑΠΕΙΑ ΑΙΜΟΡΡΟΪΔΩΝ	[1305, 866, 1521, 882]
ad-name: Σ. ΧΑΣΙΩΤΟΥ	[1336, 769, 1490, 791]
article-title: Η ΑΠΟΖΗΜΙΩΣΙΣ ΤΩΝ ΔΥΤΩΝ	[797, 438, 996, 473]
article-title: Η ΑΝΕΓΕΡΣΙΣ ΔΙΚΑΣΤΗΡΙΩΝ ΕΝ ΤΑΙΣ ΕΠΑΡΧΙΑΙΣ	[792, 1023, 1001, 1076]
article-paragraph: Τηλεγραφοῦσιν ἐκ Λαρίσης ἀγγέλλεται φοβερὸν κακούργημα διαπραχθὲν εἰς τὸ χωρίον Ραψάνην ὑπὸ ἀγνώστων. Πλησίον τοῦ χωρίου εὑρέθη τὸ πτῶμα Ραψανιώτου ποιμένος φέρον πληγὰς ἐκ μαχαίρας, αἱ δὲ ἀρχαὶ ἐπελήφθησαν ἐνεργοῦσαι ἀνακρίσεις.	[527, 1014, 760, 1105]
article-paragraph: Αἴφνης εἰς μίαν στροφὴν τῆς κινήσεώς της τὸ σῶμα της ἐκάμφθη ὀπίσω καὶ τὰ χέρια της ἔπεσαν χαλαρά, ἐνῷ τὸ βλέμμα ἐστάθη ἀκίνητον ἐπὶ τῆς φλογὸς τῶν κηρίων.	[22, 606, 255, 672]
article-paragraph: Ἐκτὸς τούτου ἐκτελεσθήσονται καὶ ἐπισκευαὶ τῶν παλαιῶν πλοίων.	[780, 878, 1013, 904]
article-paragraph: ΔΙΑΤΙ βλέπει τὶς παντοῦ τὸ ὕδωρ Γιάννος; Διατὶ εἰς ὅλας τὰς οἰκογενείας εὑρίσκει τις φιάλας τοῦ ὕδατος τούτου; Διατὶ ὁ ἀριθμὸς τῶν ἀγοραστῶν του αὐξάνει ἀδιαλείπτως;	[22, 1423, 255, 1487]
divider	[574, 703, 714, 704]
divider	[827, 300, 967, 301]
ad-sign: Ὁ Πρόεδρος τοῦ Συμβουλίου Ν. Συνοδινός	[1301, 504, 1526, 517]
article-title: ΕΠΙΣΗΜΟΣ ΑΝΑΙΡΕΣΙΣ ΑΝΑΚΡΙΒΕΙΩΝ	[541, 1349, 747, 1385]
article-paragraph: — Καλέ, νερό, Κυρὰ Κατίνα μου, νερό... Ἔχω πεθάνει, τελείωσα! ... εἶπε στρέφουσα πρὸς ἐμέ.	[22, 800, 255, 839]
article-title: ΔΙΟΡΙΣΜΟΙ ΑΣΤΥΝΟΜΩΝ	[784, 921, 1009, 939]
ad-text: Neurodine, guaiabacide, epicarine, Heminolitine. Συλλογὴ μεταλλικῶν ὑδάτων. Ἐπιδέσμοι, Σπόγγοι, Σιρῖγγαι ἀρίστης ποιότητος.	[1295, 1457, 1532, 1508]
article-paragraph: Σχετικῶς πρὸς τὰ γραφέντα χθὲς εἰς τινα ἐφημερίδα ὅτι ὁ Ἔλεγχος δι’ ἐντόνου ἐγγράφου του πρὸς τὸ ὑπουργεῖον τῶν Οἰκονομικῶν διεμαρτυρήθη, ἐμάθομεν ὅτι οὐδὲν τοιοῦτον συνέβη.	[527, 1213, 760, 1277]
divider	[827, 429, 967, 430]
ad-america-tickets	[1288, 629, 1539, 725]
ad-text: Ἐξεδόθησαν τὰ τεύχη Νοεμβρίου καὶ Δεκεμβρίου τῶν Νέων Γεωπονικῶν μὲ πλουσίαν ὕλην πρακτικῶν διδαγμάτων διὰ τοὺς γεωργούς. Συνδρομὴ ἐτησία δρ. 6.	[1295, 794, 1532, 845]
ad-subtitle: ΝΕΑ ΚΑΙ ΝΕΩΤΑΤΑ ΦΑΡΜΑΚΑ	[1300, 1344, 1527, 1359]
divider	[1080, 1134, 1222, 1135]
